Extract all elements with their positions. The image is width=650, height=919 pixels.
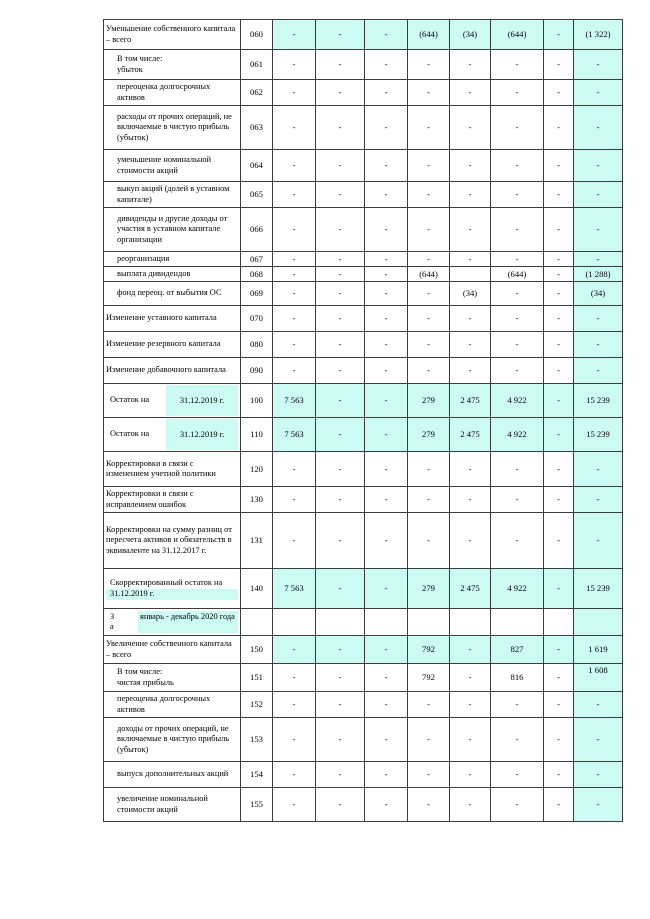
cell-value: - bbox=[491, 452, 544, 487]
cell-value: - bbox=[544, 636, 574, 664]
cell-value: - bbox=[544, 150, 574, 182]
row-label: Корректировки на сумму разниц от пересчета активов и обязательств в эквиваленте на 31.12.2017 г. bbox=[104, 513, 241, 569]
cell-value: - bbox=[491, 306, 544, 332]
table-row bbox=[104, 50, 623, 80]
row-code: 151 bbox=[241, 664, 273, 692]
cell-value: - bbox=[408, 106, 450, 150]
cell-value: - bbox=[316, 80, 365, 106]
cell-value: - bbox=[273, 252, 316, 267]
cell-value: - bbox=[273, 718, 316, 762]
table-row bbox=[104, 332, 623, 358]
row-label-split bbox=[104, 418, 241, 452]
cell-value: - bbox=[450, 513, 491, 569]
cell-value: - bbox=[316, 332, 365, 358]
row-label: Увеличение собственного капитала – всего bbox=[104, 636, 241, 664]
row-code: 068 bbox=[241, 267, 273, 282]
cell-value bbox=[450, 609, 491, 636]
table-row bbox=[104, 384, 623, 418]
cell-total: - bbox=[574, 762, 623, 788]
cell-value bbox=[408, 609, 450, 636]
cell-value: - bbox=[408, 718, 450, 762]
cell-value: - bbox=[273, 332, 316, 358]
cell-value: - bbox=[450, 487, 491, 513]
cell-value: - bbox=[491, 513, 544, 569]
cell-value: - bbox=[408, 332, 450, 358]
table-body bbox=[104, 20, 623, 822]
table-row bbox=[104, 692, 623, 718]
cell-value: - bbox=[450, 636, 491, 664]
cell-value: - bbox=[365, 452, 408, 487]
cell-value: - bbox=[365, 208, 408, 252]
cell-value: - bbox=[365, 788, 408, 822]
period-prefix: З а bbox=[110, 611, 115, 631]
row-code: 070 bbox=[241, 306, 273, 332]
period-header-cell bbox=[104, 609, 241, 636]
cell-value: - bbox=[365, 513, 408, 569]
row-label: Изменение уставного капитала bbox=[104, 306, 241, 332]
cell-value: - bbox=[544, 384, 574, 418]
cell-value: - bbox=[316, 20, 365, 50]
cell-value: - bbox=[365, 80, 408, 106]
cell-value: - bbox=[491, 282, 544, 306]
cell-value: - bbox=[316, 150, 365, 182]
row-code bbox=[241, 609, 273, 636]
cell-value: - bbox=[408, 182, 450, 208]
cell-value: - bbox=[365, 150, 408, 182]
cell-value: (644) bbox=[408, 20, 450, 50]
row-label-stacked bbox=[104, 569, 241, 609]
cell-total: (34) bbox=[574, 282, 623, 306]
cell-value: - bbox=[450, 762, 491, 788]
cell-value: - bbox=[544, 692, 574, 718]
table-row bbox=[104, 418, 623, 452]
row-code: 110 bbox=[241, 418, 273, 452]
row-label-date: 31.12.2019 г. bbox=[106, 589, 238, 600]
table-row bbox=[104, 664, 623, 692]
period-range-text: январь - декабрь 2020 года bbox=[138, 611, 238, 634]
table-row bbox=[104, 182, 623, 208]
cell-value: - bbox=[365, 384, 408, 418]
row-label: фонд переоц. от выбытия ОС bbox=[104, 282, 241, 306]
cell-value: - bbox=[273, 267, 316, 282]
cell-value: 279 bbox=[408, 418, 450, 452]
cell-value: - bbox=[273, 20, 316, 50]
cell-value: - bbox=[408, 150, 450, 182]
cell-value: - bbox=[408, 487, 450, 513]
cell-value: - bbox=[408, 208, 450, 252]
cell-value: - bbox=[491, 788, 544, 822]
cell-value: - bbox=[491, 50, 544, 80]
cell-value: - bbox=[408, 513, 450, 569]
cell-value: - bbox=[491, 358, 544, 384]
cell-value: - bbox=[273, 358, 316, 384]
row-label: Уменьшение собственного капитала – всего bbox=[104, 20, 241, 50]
cell-value: - bbox=[544, 306, 574, 332]
cell-value: - bbox=[316, 762, 365, 788]
cell-value: - bbox=[491, 718, 544, 762]
row-code: 152 bbox=[241, 692, 273, 718]
table-row bbox=[104, 569, 623, 609]
cell-value: - bbox=[544, 106, 574, 150]
cell-total: - bbox=[574, 306, 623, 332]
cell-total: 1 608 bbox=[574, 664, 623, 692]
cell-value: 279 bbox=[408, 384, 450, 418]
cell-value: - bbox=[408, 692, 450, 718]
cell-value: - bbox=[316, 267, 365, 282]
cell-value: - bbox=[450, 50, 491, 80]
cell-value: - bbox=[273, 487, 316, 513]
cell-value: - bbox=[408, 252, 450, 267]
cell-value: - bbox=[544, 452, 574, 487]
cell-value: - bbox=[273, 150, 316, 182]
cell-value: - bbox=[450, 182, 491, 208]
row-label: дивиденды и другие доходы от участия в уставном капитале организации bbox=[104, 208, 241, 252]
cell-value: - bbox=[316, 718, 365, 762]
row-code: 066 bbox=[241, 208, 273, 252]
row-code: 155 bbox=[241, 788, 273, 822]
cell-total: - bbox=[574, 487, 623, 513]
cell-value: - bbox=[273, 80, 316, 106]
cell-value: - bbox=[408, 788, 450, 822]
cell-value: - bbox=[408, 282, 450, 306]
cell-value bbox=[365, 609, 408, 636]
row-label-date: 31.12.2019 г. bbox=[166, 419, 238, 450]
cell-value: - bbox=[316, 487, 365, 513]
row-code: 065 bbox=[241, 182, 273, 208]
cell-value: - bbox=[273, 788, 316, 822]
cell-value: - bbox=[365, 182, 408, 208]
cell-total: - bbox=[574, 332, 623, 358]
cell-value: - bbox=[316, 306, 365, 332]
cell-value: - bbox=[450, 358, 491, 384]
cell-value: - bbox=[316, 569, 365, 609]
row-code: 060 bbox=[241, 20, 273, 50]
row-code: 100 bbox=[241, 384, 273, 418]
row-label-split bbox=[104, 384, 241, 418]
cell-value: - bbox=[450, 452, 491, 487]
cell-value: 2 475 bbox=[450, 418, 491, 452]
table-row bbox=[104, 513, 623, 569]
cell-value: - bbox=[273, 50, 316, 80]
cell-value: - bbox=[365, 332, 408, 358]
table-row bbox=[104, 452, 623, 487]
cell-value: 7 563 bbox=[273, 569, 316, 609]
table-row bbox=[104, 208, 623, 252]
cell-value: - bbox=[544, 762, 574, 788]
cell-value: - bbox=[408, 80, 450, 106]
cell-value: - bbox=[450, 718, 491, 762]
cell-total: 1 619 bbox=[574, 636, 623, 664]
cell-total: - bbox=[574, 106, 623, 150]
table-row bbox=[104, 306, 623, 332]
cell-value bbox=[450, 267, 491, 282]
cell-value: - bbox=[365, 636, 408, 664]
cell-value: - bbox=[491, 80, 544, 106]
cell-total: 15 239 bbox=[574, 418, 623, 452]
cell-value: 2 475 bbox=[450, 569, 491, 609]
cell-value: - bbox=[491, 487, 544, 513]
row-code: 090 bbox=[241, 358, 273, 384]
cell-value: - bbox=[544, 418, 574, 452]
cell-value bbox=[316, 609, 365, 636]
cell-total: - bbox=[574, 50, 623, 80]
table-row bbox=[104, 762, 623, 788]
cell-value: - bbox=[450, 150, 491, 182]
cell-value: - bbox=[316, 282, 365, 306]
row-label: Корректировки в связи с исправлением ошибок bbox=[104, 487, 241, 513]
cell-value: - bbox=[408, 452, 450, 487]
cell-value: - bbox=[316, 182, 365, 208]
row-code: 153 bbox=[241, 718, 273, 762]
cell-value: - bbox=[544, 282, 574, 306]
cell-value: - bbox=[450, 106, 491, 150]
cell-value: (34) bbox=[450, 20, 491, 50]
cell-total: (1 288) bbox=[574, 267, 623, 282]
row-label: расходы от прочих операций, не включаемые в чистую прибыль (убыток) bbox=[104, 106, 241, 150]
row-label: доходы от прочих операций, не включаемые в чистую прибыль (убыток) bbox=[104, 718, 241, 762]
table-row bbox=[104, 788, 623, 822]
table-row bbox=[104, 150, 623, 182]
cell-value: - bbox=[450, 664, 491, 692]
cell-value: - bbox=[365, 718, 408, 762]
cell-value bbox=[491, 609, 544, 636]
cell-value: - bbox=[273, 692, 316, 718]
cell-value: - bbox=[316, 636, 365, 664]
cell-value: - bbox=[316, 692, 365, 718]
row-code: 131 bbox=[241, 513, 273, 569]
cell-total: (1 322) bbox=[574, 20, 623, 50]
cell-value: - bbox=[544, 80, 574, 106]
cell-value: 816 bbox=[491, 664, 544, 692]
cell-value: - bbox=[450, 208, 491, 252]
cell-value: - bbox=[365, 306, 408, 332]
cell-value: - bbox=[450, 306, 491, 332]
row-label: Изменение добавочного капитала bbox=[104, 358, 241, 384]
cell-value: - bbox=[365, 282, 408, 306]
cell-value: - bbox=[316, 50, 365, 80]
cell-total: - bbox=[574, 452, 623, 487]
cell-value: - bbox=[316, 208, 365, 252]
cell-value: (34) bbox=[450, 282, 491, 306]
row-label: увеличение номинальной стоимости акций bbox=[104, 788, 241, 822]
cell-value: - bbox=[316, 664, 365, 692]
cell-value: - bbox=[316, 452, 365, 487]
cell-value: - bbox=[365, 267, 408, 282]
cell-total: - bbox=[574, 692, 623, 718]
table-row bbox=[104, 636, 623, 664]
cell-value: - bbox=[491, 692, 544, 718]
table-row bbox=[104, 718, 623, 762]
row-label: реорганизация bbox=[104, 252, 241, 267]
table-row bbox=[104, 358, 623, 384]
cell-total: - bbox=[574, 80, 623, 106]
cell-value: - bbox=[316, 513, 365, 569]
row-label: выплата дивидендов bbox=[104, 267, 241, 282]
cell-value: - bbox=[491, 332, 544, 358]
cell-value: - bbox=[491, 762, 544, 788]
cell-value: - bbox=[544, 358, 574, 384]
row-code: 063 bbox=[241, 106, 273, 150]
table-row bbox=[104, 487, 623, 513]
cell-total: - bbox=[574, 252, 623, 267]
cell-value: 4 922 bbox=[491, 418, 544, 452]
cell-value: - bbox=[491, 150, 544, 182]
cell-value: - bbox=[408, 306, 450, 332]
cell-value: - bbox=[273, 664, 316, 692]
cell-value: - bbox=[544, 50, 574, 80]
equity-change-table bbox=[103, 19, 623, 822]
cell-value: - bbox=[544, 569, 574, 609]
cell-value: - bbox=[491, 106, 544, 150]
cell-value: - bbox=[450, 788, 491, 822]
cell-value: - bbox=[544, 487, 574, 513]
row-label: Изменение резервного капитала bbox=[104, 332, 241, 358]
row-code: 069 bbox=[241, 282, 273, 306]
cell-value: (644) bbox=[491, 267, 544, 282]
cell-value bbox=[273, 609, 316, 636]
cell-total: 15 239 bbox=[574, 384, 623, 418]
cell-total: - bbox=[574, 718, 623, 762]
row-label-text: Остаток на bbox=[110, 395, 150, 405]
table-row bbox=[104, 80, 623, 106]
cell-value: - bbox=[408, 762, 450, 788]
cell-value: - bbox=[316, 788, 365, 822]
row-label: уменьшение номинальной стоимости акций bbox=[104, 150, 241, 182]
cell-value: (644) bbox=[408, 267, 450, 282]
row-code: 130 bbox=[241, 487, 273, 513]
cell-total: - bbox=[574, 150, 623, 182]
row-label: переоценка долгосрочных активов bbox=[104, 80, 241, 106]
cell-value: 827 bbox=[491, 636, 544, 664]
cell-value: 4 922 bbox=[491, 569, 544, 609]
cell-value: - bbox=[544, 332, 574, 358]
cell-value: - bbox=[544, 718, 574, 762]
cell-value: - bbox=[273, 513, 316, 569]
cell-value: - bbox=[544, 20, 574, 50]
cell-value: - bbox=[273, 282, 316, 306]
cell-value: 792 bbox=[408, 636, 450, 664]
row-label: Корректировки в связи с изменением учетной политики bbox=[104, 452, 241, 487]
cell-value: - bbox=[273, 636, 316, 664]
cell-value: 2 475 bbox=[450, 384, 491, 418]
cell-value: - bbox=[365, 569, 408, 609]
cell-value: - bbox=[316, 106, 365, 150]
cell-value: - bbox=[365, 358, 408, 384]
row-code: 064 bbox=[241, 150, 273, 182]
cell-value: - bbox=[365, 50, 408, 80]
table-row bbox=[104, 106, 623, 150]
cell-total: - bbox=[574, 788, 623, 822]
cell-value: - bbox=[491, 182, 544, 208]
cell-value: 279 bbox=[408, 569, 450, 609]
table-row bbox=[104, 267, 623, 282]
cell-total: 15 239 bbox=[574, 569, 623, 609]
cell-total bbox=[574, 609, 623, 636]
table-row bbox=[104, 20, 623, 50]
cell-total: - bbox=[574, 182, 623, 208]
cell-value: - bbox=[544, 788, 574, 822]
cell-value: - bbox=[365, 664, 408, 692]
cell-value: - bbox=[273, 182, 316, 208]
cell-value: - bbox=[408, 50, 450, 80]
table-row bbox=[104, 252, 623, 267]
row-label: В том числе: убыток bbox=[104, 50, 241, 80]
cell-value: - bbox=[316, 252, 365, 267]
cell-value: 7 563 bbox=[273, 384, 316, 418]
cell-value: - bbox=[273, 762, 316, 788]
row-label: выкуп акций (долей в уставном капитале) bbox=[104, 182, 241, 208]
row-label-text: Скорректированный остаток на bbox=[110, 578, 223, 588]
cell-value: - bbox=[544, 208, 574, 252]
row-code: 140 bbox=[241, 569, 273, 609]
cell-value: - bbox=[365, 487, 408, 513]
cell-value: - bbox=[365, 106, 408, 150]
cell-value: - bbox=[450, 80, 491, 106]
row-code: 120 bbox=[241, 452, 273, 487]
cell-value: - bbox=[273, 106, 316, 150]
row-label-text: Остаток на bbox=[110, 429, 150, 439]
cell-value: - bbox=[365, 692, 408, 718]
row-label: В том числе: чистая прибыль bbox=[104, 664, 241, 692]
cell-value: - bbox=[316, 384, 365, 418]
row-code: 150 bbox=[241, 636, 273, 664]
row-code: 061 bbox=[241, 50, 273, 80]
cell-value: 792 bbox=[408, 664, 450, 692]
cell-value: - bbox=[544, 182, 574, 208]
cell-value: 7 563 bbox=[273, 418, 316, 452]
cell-total: - bbox=[574, 358, 623, 384]
cell-value: - bbox=[544, 252, 574, 267]
table-row bbox=[104, 282, 623, 306]
cell-total: - bbox=[574, 513, 623, 569]
row-code: 062 bbox=[241, 80, 273, 106]
cell-value: - bbox=[450, 692, 491, 718]
cell-value: - bbox=[491, 208, 544, 252]
cell-value: - bbox=[273, 306, 316, 332]
row-code: 154 bbox=[241, 762, 273, 788]
cell-value: - bbox=[544, 267, 574, 282]
row-label-date: 31.12.2019 г. bbox=[166, 385, 238, 416]
cell-value: - bbox=[273, 452, 316, 487]
cell-value: - bbox=[365, 252, 408, 267]
cell-value: - bbox=[316, 358, 365, 384]
cell-value bbox=[544, 609, 574, 636]
cell-value: - bbox=[450, 332, 491, 358]
row-label: переоценка долгосрочных активов bbox=[104, 692, 241, 718]
cell-value: - bbox=[316, 418, 365, 452]
cell-value: - bbox=[450, 252, 491, 267]
cell-value: 4 922 bbox=[491, 384, 544, 418]
cell-value: - bbox=[365, 418, 408, 452]
table-row bbox=[104, 609, 623, 636]
cell-value: - bbox=[365, 762, 408, 788]
row-code: 080 bbox=[241, 332, 273, 358]
cell-value: - bbox=[365, 20, 408, 50]
cell-value: - bbox=[544, 513, 574, 569]
row-code: 067 bbox=[241, 252, 273, 267]
cell-total: - bbox=[574, 208, 623, 252]
cell-value: (644) bbox=[491, 20, 544, 50]
cell-value: - bbox=[273, 208, 316, 252]
cell-value: - bbox=[544, 664, 574, 692]
cell-value: - bbox=[408, 358, 450, 384]
cell-value: - bbox=[491, 252, 544, 267]
row-label: выпуск дополнительных акций bbox=[104, 762, 241, 788]
